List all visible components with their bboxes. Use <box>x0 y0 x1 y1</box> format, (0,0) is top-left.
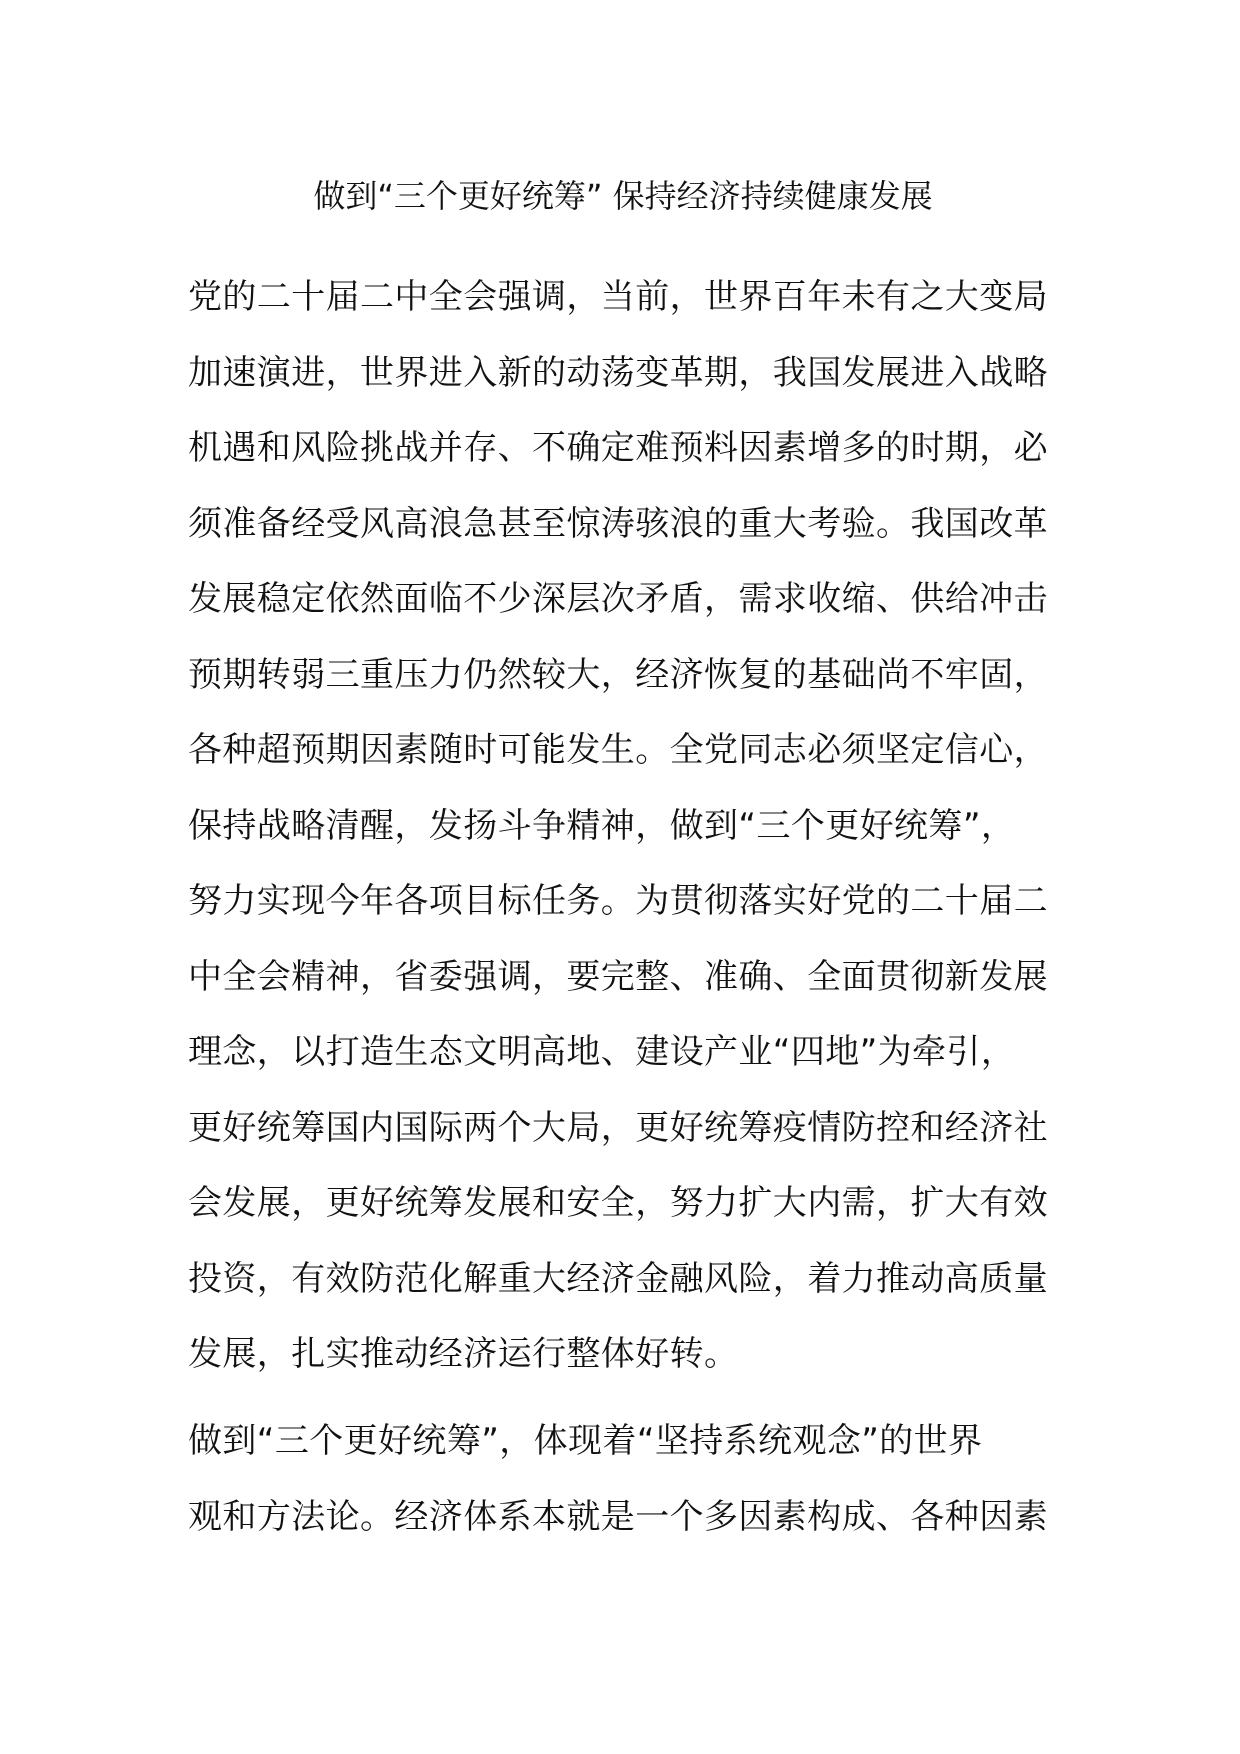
document-body <box>188 260 1058 1537</box>
paragraph-2: 做到“三个更好统筹”，体现着“坚持系统观念”的世界 观和方法论。经济体系本就是一个多因素构成、各种因素 <box>188 1421 1048 1537</box>
paragraph-1: 党的二十届二中全会强调，当前，世界百年未有之大变局 加速演进，世界进入新的动荡变革期，我国发展进入战略 机遇和风险挑战并存、不确定难预料因素增多的时期，必 须准备经受风高浪急甚至惊涛骇浪的重大考验。我国改革 发展稳定依然面临不少深层次矛盾，需求收缩、供给冲击 预期转弱三重压力仍然较大，经济恢复的基础尚不牢固， 各种超预期因素随时可能发生。全党同志必须坚定信心， 保持战略清醒，发扬斗争精神，做到“三个更好统筹”， 努力实现今年各项目标任务。为贯彻落实好党的二十届二 中全会精神，省委强调，要完整、准确、全面贯彻新发展 理念，以打造生态文明高地、建设产业“四地”为牵引， 更好统筹国内国际两个大局，更好统筹疫情防控和经济社 会发展，更好统筹发展和安全，努力扩大内需，扩大有效 投资，有效防范化解重大经济金融风险，着力推动高质量 发展，扎实推动经济运行整体好转。 <box>188 277 1048 1374</box>
document-title: 做到“三个更好统筹” 保持经济持续健康发展 <box>313 177 933 215</box>
